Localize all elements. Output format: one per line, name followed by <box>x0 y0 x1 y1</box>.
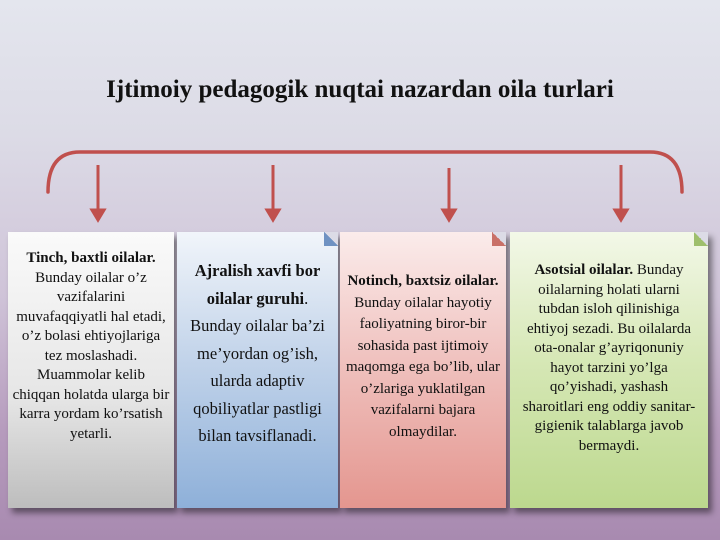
family-type-card-3 <box>340 232 506 508</box>
card-1-heading: Tinch, baxtli oilalar. <box>26 250 156 266</box>
family-type-card-2 <box>177 232 338 508</box>
family-type-card-1 <box>8 232 174 508</box>
card-3-heading: Notinch, baxtsiz oilalar. <box>347 273 499 289</box>
card-3-fold <box>492 232 506 246</box>
card-2-heading: Ajralish xavfi bor oilalar guruhi <box>194 261 321 308</box>
arrow-head-1 <box>92 210 104 220</box>
card-2-fold <box>324 232 338 246</box>
card-3-body: Bunday oilalar hayotiy faoliyatning biror-bir sohasida past ijtimoiy maqomga ega bo’lib, ular o’zlariga yuklatilgan vazifalarni bajara olmaydilar. <box>345 294 501 440</box>
page-title: Ijtimoiy pedagogik nuqtai nazardan oila turlari <box>106 76 614 103</box>
card-1-body: Bunday oilalar o’z vazifalarini muvafaqqiyatli hal etadi, o’z bolasi ehtiyojlariga tez moslashadi. Muammolar kelib chiqqan holatda ularga bir karra yordam ko’rsatish yetarli. <box>12 269 170 442</box>
arrow-head-2 <box>267 210 279 220</box>
card-4-body: Bunday oilalarning holati ularni tubdan isloh qilinishiga ehtiyoj sezadi. Bu oilalarda ota-onalar g’ayriqonuniy hayot tarzini yo’lga qo’yishadi, yashash sharoitlari eng oddiy sanitar-gigienik talablarga javob bermaydi. <box>522 262 696 454</box>
arrow-head-3 <box>443 210 455 220</box>
bracket-line <box>48 152 682 192</box>
card-4-heading: Asotsial oilalar. <box>534 262 634 278</box>
arrow-head-4 <box>615 210 627 220</box>
card-2-body: . Bunday oilalar ba’zi me’yordan og’ish, ularda adaptiv qobiliyatlar pastligi bilan tavsiflanadi. <box>190 288 325 445</box>
family-type-card-4 <box>510 232 708 508</box>
card-4-fold <box>694 232 708 246</box>
